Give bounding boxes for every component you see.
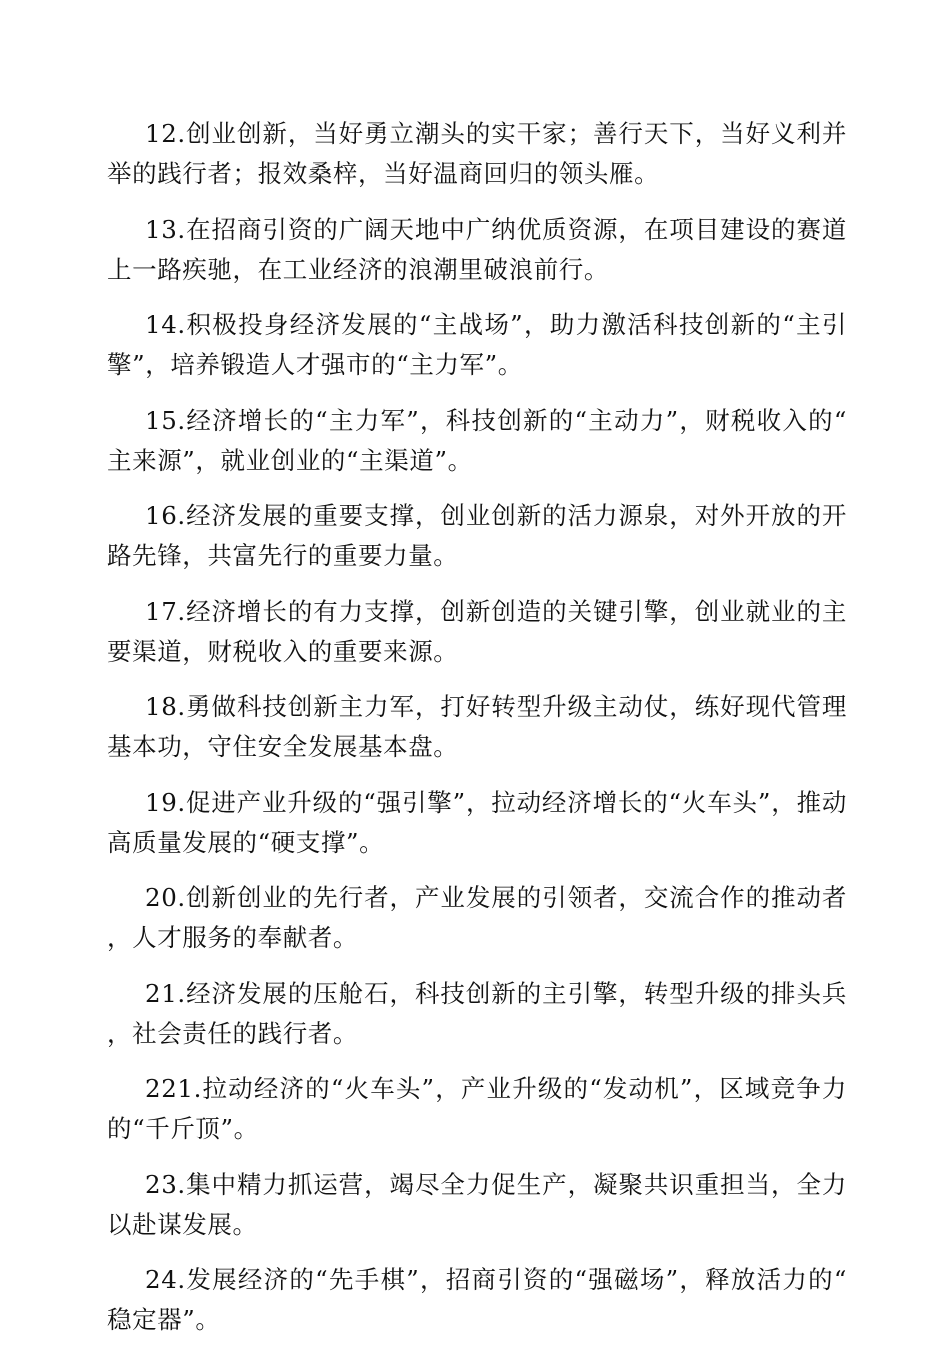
document-body [107, 114, 847, 1356]
paragraph-19: 19.促进产业升级的“强引擎”，拉动经济增长的“火车头”，推动高质量发展的“硬支撑”。 [107, 787, 847, 857]
paragraph-21: 21.经济发展的压舱石，科技创新的主引擎，转型升级的排头兵，社会责任的践行者。 [107, 978, 847, 1048]
paragraph-15: 15.经济增长的“主力军”，科技创新的“主动力”，财税收入的“主来源”，就业创业的“主渠道”。 [107, 405, 847, 475]
paragraph-12: 12.创业创新，当好勇立潮头的实干家；善行天下，当好义利并举的践行者；报效桑梓，当好温商回归的领头雁。 [107, 119, 847, 188]
paragraph-23: 23.集中精力抓运营，竭尽全力促生产，凝聚共识重担当，全力以赴谋发展。 [107, 1169, 847, 1239]
paragraph-24: 24.发展经济的“先手棋”，招商引资的“强磁场”，释放活力的“稳定器”。 [107, 1265, 847, 1334]
paragraph-18: 18.勇做科技创新主力军，打好转型升级主动仗，练好现代管理基本功，守住安全发展基本盘。 [107, 692, 847, 761]
paragraph-17: 17.经济增长的有力支撑，创新创造的关键引擎，创业就业的主要渠道，财税收入的重要来源。 [107, 596, 847, 666]
paragraph-221: 221.拉动经济的“火车头”，产业升级的“发动机”，区域竞争力的“千斤顶”。 [107, 1074, 847, 1143]
paragraph-14: 14.积极投身经济发展的“主战场”，助力激活科技创新的“主引擎”，培养锻造人才强市的“主力军”。 [107, 310, 847, 379]
paragraph-16: 16.经济发展的重要支撑，创业创新的活力源泉，对外开放的开路先锋，共富先行的重要力量。 [107, 501, 847, 570]
paragraph-13: 13.在招商引资的广阔天地中广纳优质资源，在项目建设的赛道上一路疾驰，在工业经济的浪潮里破浪前行。 [107, 214, 847, 284]
paragraph-20: 20.创新创业的先行者，产业发展的引领者，交流合作的推动者，人才服务的奉献者。 [107, 883, 847, 952]
